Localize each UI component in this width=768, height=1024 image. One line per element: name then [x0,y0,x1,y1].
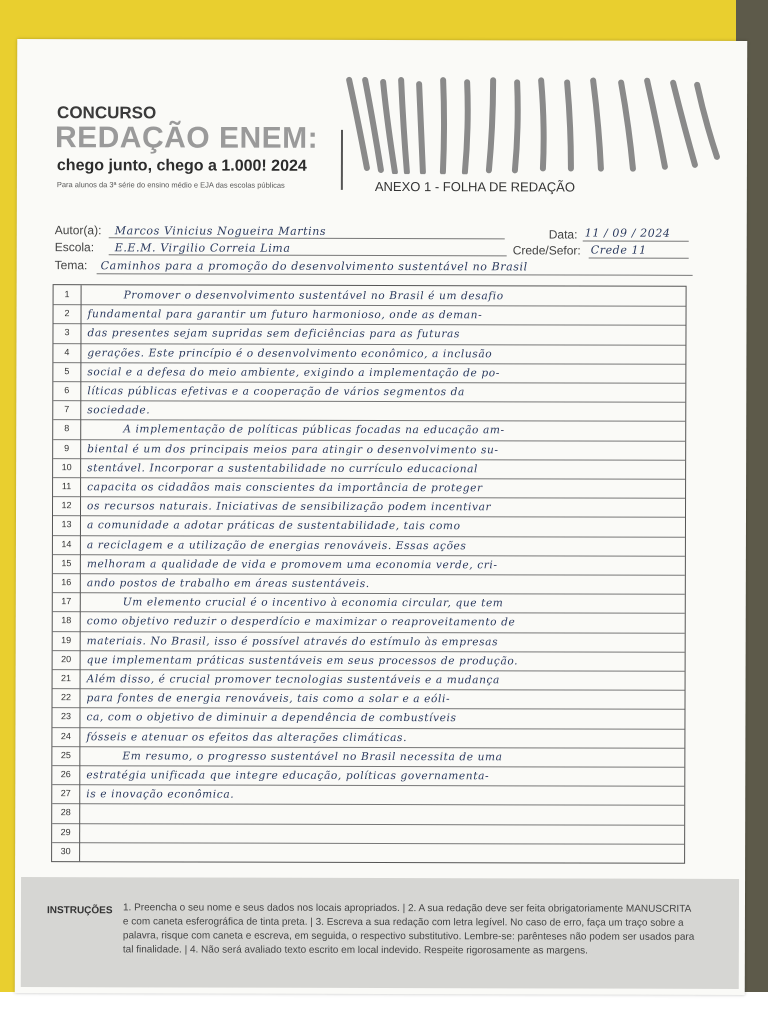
line-number: 21 [53,669,81,688]
line-number: 7 [53,400,81,419]
crede-label: Crede/Sefor: [512,243,581,258]
school-label: Escola: [54,240,95,255]
line-number: 25 [52,746,80,765]
line-number: 4 [53,343,81,362]
theme-value[interactable]: Caminhos para a promoção do desenvolvimento sustentável no Brasil [100,259,528,274]
handwritten-line-text: melhoram a qualidade de vida e promovem uma economia verde, cri- [86,558,498,572]
essay-sheet [15,39,747,995]
decorative-stripes-graphic [343,76,721,175]
line-number: 17 [53,592,81,611]
instructions-text: 1. Preencha o seu nome e seus dados nos locais apropriados. | 2. A sua redação deve ser feita obrigatoriamente MANUSCRITA e com caneta esferográfica de tinta preta. | 3. Escreva a sua redação com letra legível. No caso de erro, faça um traço sobre a palavra, risque com caneta e escreva, em seguida, o respectivo substitutivo. Lembre-se: parênteses não podem ser usados para tal finalidade. | 4. Não será avaliado texto escrito em local indevido. Respeite rigorosamente as margens. [122,902,695,957]
handwritten-line-text: materiais. No Brasil, isso é possível através do estímulo às empresas [86,634,499,648]
line-number: 10 [53,458,81,477]
school-value[interactable]: E.E.M. Virgilio Correia Lima [114,241,291,255]
contest-slogan: chego junto, chego a 1.000! 2024 [56,157,307,175]
line-number: 24 [52,727,80,746]
essay-grid [51,284,687,864]
handwritten-line-text: Um elemento crucial é o incentivo à economia circular, que tem [122,596,504,610]
handwritten-line-text: a reciclagem e a utilização de energias renováveis. Essas ações [86,538,467,552]
date-value[interactable]: 11 / 09 / 2024 [584,226,671,240]
date-line [583,241,689,242]
handwritten-line-text: fósseis e atenuar os efeitos das alterações climáticas. [86,730,408,744]
handwritten-line-text: A implementação de políticas públicas focadas na educação am- [123,423,505,437]
handwritten-line-text: que implementam práticas sustentáveis em seus processos de produção. [86,654,519,668]
theme-label: Tema: [54,258,88,273]
line-number: 15 [53,554,81,573]
line-number: 30 [52,842,80,861]
line-number: 20 [53,650,81,669]
line-number: 6 [53,381,81,400]
line-number: 23 [52,708,80,727]
line-number: 2 [54,304,82,323]
handwritten-line-text: gerações. Este princípio é o desenvolvimento econômico, a inclusão [87,346,493,360]
handwritten-line-text: líticas públicas efetivas e a cooperação de vários segmentos da [87,385,465,399]
author-value[interactable]: Marcos Vinicius Nogueira Martins [114,224,327,238]
line-number: 11 [53,477,81,496]
essay-line[interactable] [52,842,684,863]
line-number: 13 [53,516,81,535]
handwritten-line-text: social e a defesa do meio ambiente, exigindo a implementação de po- [87,366,500,380]
theme-line [97,273,693,276]
handwritten-line-text: Promover o desenvolvimento sustentável no Brasil é um desafio [123,289,504,303]
school-line [109,254,507,256]
line-number: 3 [53,324,81,343]
handwritten-line-text: Além disso, é crucial promover tecnologias sustentáveis e a mudança [86,673,500,687]
line-number: 18 [53,612,81,631]
line-number: 5 [53,362,81,381]
line-number: 16 [53,573,81,592]
line-number: 28 [52,804,80,823]
line-number: 29 [52,823,80,842]
line-number: 9 [53,439,81,458]
handwritten-line-text: das presentes sejam supridas sem deficiências para as futuras [87,327,461,341]
line-number: 1 [54,285,82,304]
handwritten-line-text: is e inovação econômica. [86,788,235,801]
handwritten-line-text: estratégia unificada que integre educação, políticas governamenta- [86,769,490,783]
handwritten-line-text: ando postos de trabalho em áreas sustentáveis. [86,577,370,590]
date-label: Data: [548,227,578,242]
line-number: 27 [52,784,80,803]
crede-line [589,258,689,259]
handwritten-line-text: sociedade. [87,404,151,417]
line-number: 19 [53,631,81,650]
handwritten-line-text: a comunidade a adotar práticas de sustentabilidade, tais como [86,519,461,533]
handwritten-line-text: ca, com o objetivo de diminuir a dependência de combustíveis [86,711,457,725]
handwritten-line-text: fundamental para garantir um futuro harmonioso, onde as deman- [87,308,483,322]
instructions-label: INSTRUÇÕES [46,905,113,917]
handwritten-line-text: stentável. Incorporar a sustentabilidade no currículo educacional [87,462,479,476]
author-label: Autor(a): [54,223,102,238]
contest-label: CONCURSO [57,103,157,123]
contest-audience: Para alunos da 3ª série do ensino médio e EJA das escolas públicas [56,180,285,190]
handwritten-line-text: para fontes de energia renováveis, tais como a solar e a eóli- [86,692,451,706]
handwritten-line-text: capacita os cidadãos mais conscientes da importância de proteger [87,481,483,495]
handwritten-line-text: Em resumo, o progresso sustentável no Brasil necessita de uma [122,750,503,764]
annex-title: ANEXO 1 - FOLHA DE REDAÇÃO [374,178,575,195]
line-number: 8 [53,420,81,439]
handwritten-line-text: os recursos naturais. Iniciativas de sensibilização podem incentivar [87,500,492,514]
line-number: 26 [52,765,80,784]
contest-name: REDAÇÃO ENEM: [54,121,319,155]
bottom-margin [0,992,768,1024]
line-number: 14 [53,535,81,554]
line-number: 22 [53,688,81,707]
handwritten-line-text: como objetivo reduzir o desperdício e maximizar o reaproveitamento de [86,615,516,629]
handwritten-line-text: biental é um dos principais meios para atingir o desenvolvimento su- [87,442,499,456]
crede-value[interactable]: Crede 11 [590,243,647,257]
line-number: 12 [53,496,81,515]
